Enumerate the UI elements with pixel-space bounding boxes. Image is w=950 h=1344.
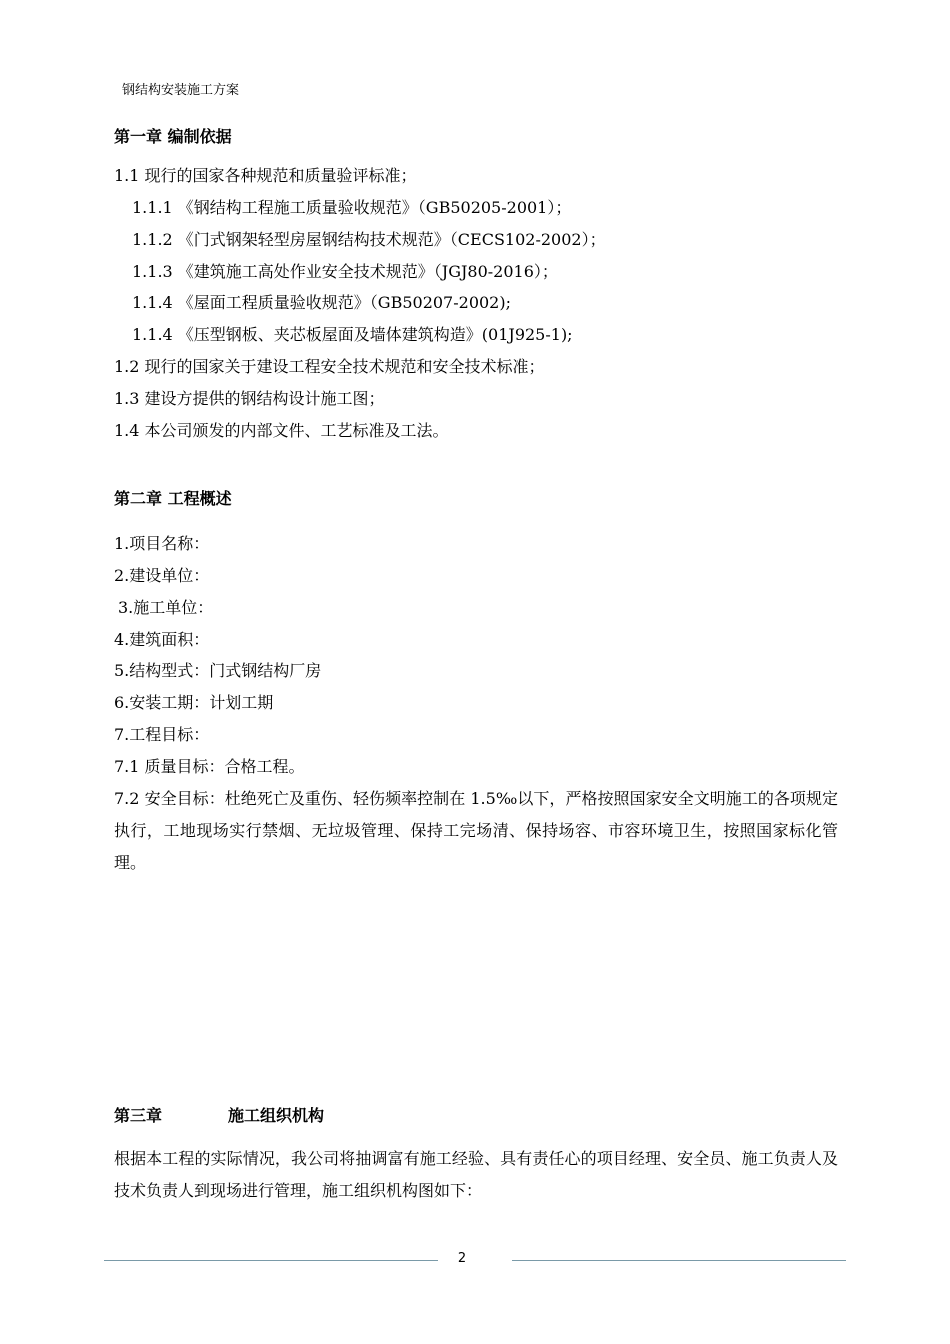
footer-rule-left [104, 1260, 438, 1261]
ch2-item-3: 3.施工单位： [118, 598, 214, 617]
ch1-item-5: 1.1.4 《屋面工程质量验收规范》（GB50207-2002); [132, 293, 511, 312]
page-number: 2 [457, 1251, 467, 1266]
chapter3-heading [114, 1103, 324, 1126]
ch1-item-3: 1.1.2 《门式钢架轻型房屋钢结构技术规范》（CECS102-2002）； [132, 230, 606, 249]
ch1-item-6: 1.1.4 《压型钢板、夹芯板屋面及墙体建筑构造》(01J925-1); [132, 325, 573, 344]
ch1-item-7: 1.2 现行的国家关于建设工程安全技术规范和安全技术标准； [114, 357, 545, 376]
ch1-item-8: 1.3 建设方提供的钢结构设计施工图； [114, 389, 385, 408]
ch2-item-8: 7.1 质量目标：合格工程。 [114, 757, 305, 776]
chapter3-title: 施工组织机构 [228, 1106, 325, 1125]
chapter1-heading: 第一章 编制依据 [114, 127, 232, 146]
ch2-safety-paragraph: 7.2 安全目标：杜绝死亡及重伤、轻伤频率控制在 1.5‰以下，严格按照国家安全文明施工的各项规定执行，工地现场实行禁烟、无垃圾管理、保持工完场清、保持场容、市容环境卫生，按照国家标化管理。 [114, 789, 838, 872]
chapter2-heading: 第二章 工程概述 [114, 489, 232, 508]
ch1-item-2: 1.1.1 《钢结构工程施工质量验收规范》（GB50205-2001）； [132, 198, 572, 217]
ch1-item-1: 1.1 现行的国家各种规范和质量验评标准； [114, 166, 417, 185]
ch2-item-1: 1.项目名称： [114, 534, 210, 553]
ch1-item-4: 1.1.3 《建筑施工高处作业安全技术规范》（JGJ80-2016）； [132, 262, 558, 281]
ch1-item-9: 1.4 本公司颁发的内部文件、工艺标准及工法。 [114, 421, 449, 440]
ch2-item-5: 5.结构型式：门式钢结构厂房 [114, 661, 322, 680]
ch2-item-6: 6.安装工期：计划工期 [114, 693, 274, 712]
ch2-item-2: 2.建设单位： [114, 566, 210, 585]
ch2-item-7: 7.工程目标： [114, 725, 210, 744]
ch3-body-paragraph: 根据本工程的实际情况，我公司将抽调富有施工经验、具有责任心的项目经理、安全员、施工负责人及技术负责人到现场进行管理，施工组织机构图如下： [114, 1149, 838, 1200]
document-header: 钢结构安装施工方案 [122, 83, 240, 98]
footer-rule-right [512, 1260, 846, 1261]
ch2-item-4: 4.建筑面积： [114, 630, 210, 649]
chapter3-number: 第三章 [114, 1106, 163, 1125]
